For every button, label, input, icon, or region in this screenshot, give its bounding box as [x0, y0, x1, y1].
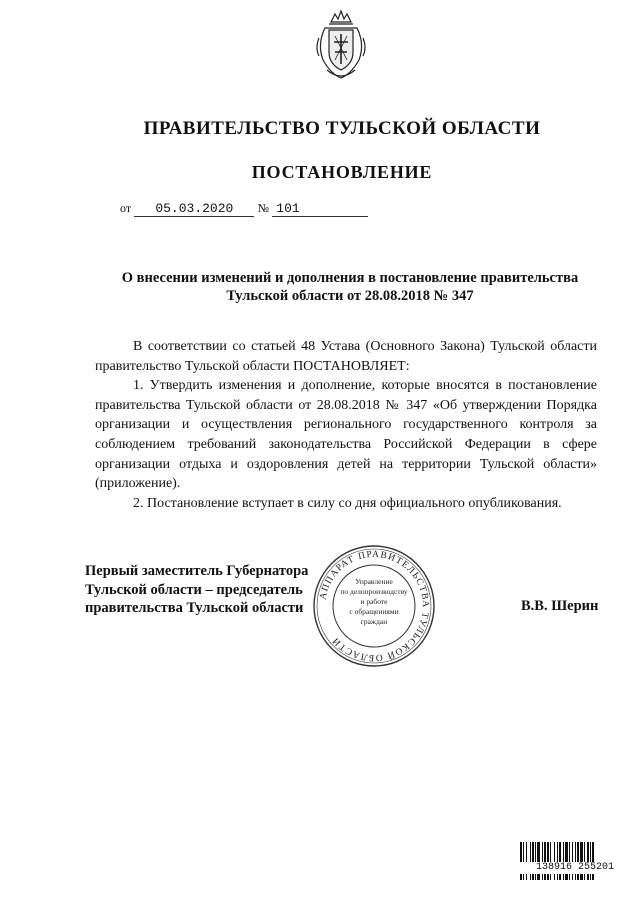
barcode — [518, 842, 632, 880]
barcode-bar — [559, 842, 561, 880]
signer-position-line-1: Первый заместитель Губернатора — [85, 563, 309, 579]
date-label: от — [120, 201, 132, 215]
preamble-paragraph: В соответствии со статьей 48 Устава (Основного Закона) Тульской области правительство Тульской области ПОСТАНОВЛЯЕТ: — [95, 339, 597, 374]
document-body — [95, 337, 597, 513]
coat-of-arms-icon — [313, 8, 369, 82]
barcode-bar — [532, 842, 534, 880]
barcode-bar — [580, 842, 583, 880]
date-value: 05.03.2020 — [134, 201, 254, 217]
stamp-ring-text: АППАРАТ ПРАВИТЕЛЬСТВА ТУЛЬСКОЙ ОБЛАСТИ — [318, 549, 431, 663]
barcode-number: 138916 255201 — [518, 862, 632, 874]
barcode-bar — [592, 842, 594, 880]
barcode-bar — [547, 842, 549, 880]
barcode-bar — [535, 842, 536, 880]
barcode-bar — [590, 842, 591, 880]
document-type-heading: ПОСТАНОВЛЕНИЕ — [251, 162, 433, 182]
signer-position-line-2: Тульской области – председатель — [85, 581, 303, 598]
official-stamp — [310, 542, 438, 670]
barcode-bar — [584, 842, 585, 880]
barcode-bar — [572, 842, 573, 880]
signer-name: В.В. Шерин — [521, 598, 599, 614]
document-subject: О внесении изменений и дополнения в постановление правительства Тульской области от 28.08.2018 № 347 — [121, 270, 579, 304]
barcode-bar — [557, 842, 558, 880]
barcode-bar — [577, 842, 579, 880]
barcode-bar — [565, 842, 568, 880]
signer-position — [85, 562, 308, 618]
stamp-center-line-2: по делопроизводству — [340, 587, 408, 596]
stamp-center-line-3: и работе — [360, 597, 388, 606]
barcode-bar — [587, 842, 589, 880]
barcode-bar — [523, 842, 524, 880]
item-2-paragraph: 2. Постановление вступает в силу со дня официального опубликования. — [133, 495, 562, 511]
registration-line — [120, 200, 368, 217]
government-name-heading: ПРАВИТЕЛЬСТВО ТУЛЬСКОЙ ОБЛАСТИ — [143, 118, 541, 139]
barcode-bar — [542, 842, 543, 880]
barcode-bar — [537, 842, 540, 880]
item-1-paragraph: 1. Утвердить изменения и дополнение, которые вносятся в постановление правительства Тульской области от 28.08.2018 № 347 «Об утверждении Порядка организации и осуществления регионального государственного контроля за соблюдением требований законодательства Российской Федерации в сфере организации отдыха и оздоровления детей на территории Тульской области» (приложение). — [95, 378, 597, 492]
stamp-center-line-5: граждан — [360, 617, 388, 626]
barcode-bar — [544, 842, 546, 880]
barcode-bar — [554, 842, 555, 880]
number-label: № — [257, 201, 270, 215]
stamp-center-line-1: Управление — [355, 577, 393, 586]
stamp-center-line-4: с обращениями — [349, 607, 399, 616]
barcode-bar — [530, 842, 531, 880]
barcode-bar — [550, 842, 551, 880]
signer-position-line-3: правительства Тульской области — [85, 600, 304, 616]
barcode-bar — [569, 842, 570, 880]
barcode-bar — [526, 842, 527, 880]
barcode-bar — [563, 842, 564, 880]
barcode-bar — [520, 842, 522, 880]
number-value: 101 — [272, 201, 368, 217]
barcode-bar — [575, 842, 576, 880]
